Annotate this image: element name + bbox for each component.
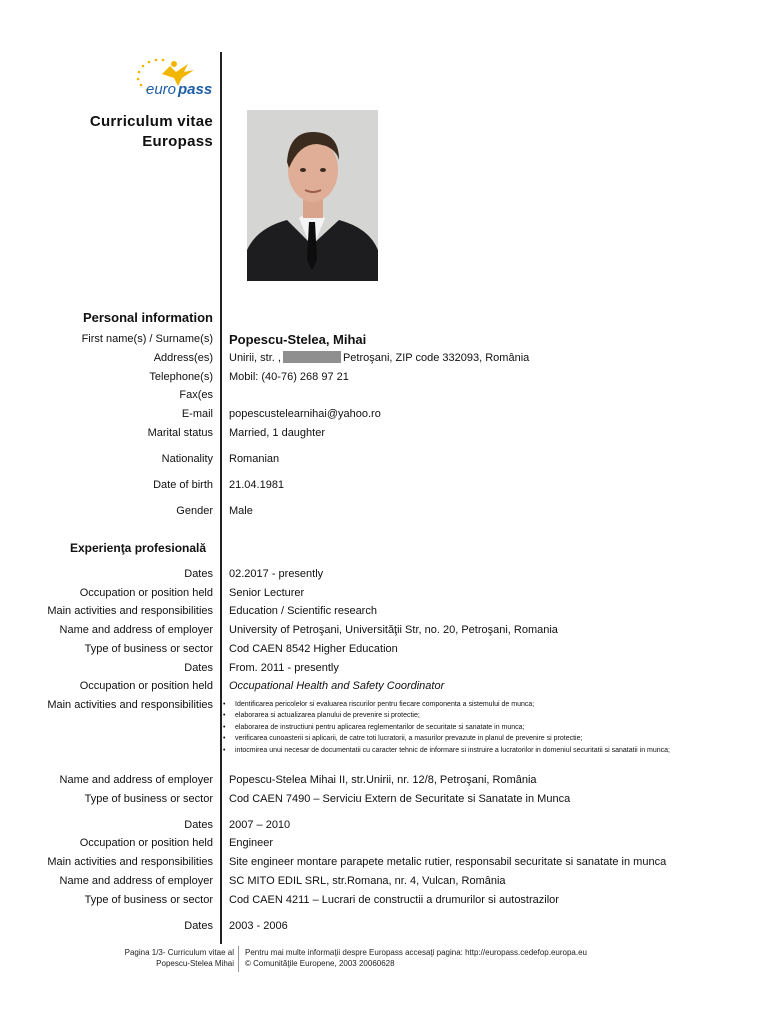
europass-logo: [132, 52, 218, 102]
svg-text:euro: euro: [146, 81, 177, 98]
job3-row-sector: [0, 891, 770, 910]
row-telephone: [0, 368, 770, 387]
list-item: • elaborarea si actualizarea planului de prevenire si protectie;: [223, 712, 420, 720]
cv-title: [90, 112, 213, 152]
job3-row-occupation: [0, 834, 770, 853]
address-street: Unirii, str. ,: [229, 352, 281, 364]
label-date-of-birth: Date of birth: [153, 479, 213, 491]
list-item: • verificarea cunoasterii si aplicarii, de catre toti lucratorii, a masurilor prevazute in planul de prevenire si protectie;: [223, 735, 583, 743]
value-dates: 2007 – 2010: [229, 819, 291, 831]
cv-title-line1: Curriculum vitae: [89, 113, 213, 130]
value-occupation: Engineer: [229, 837, 274, 849]
job2-row-employer: [0, 771, 770, 790]
label-dates: Dates: [184, 568, 213, 580]
value-sector: Cod CAEN 4211 – Lucrari de constructii a drumurilor si autostrazilor: [229, 894, 559, 906]
label-occupation: Occupation or position held: [79, 587, 213, 599]
value-email[interactable]: popescustelearnihai@yahoo.ro: [229, 408, 381, 420]
row-nationality: [0, 450, 770, 469]
value-nationality: Romanian: [229, 453, 280, 465]
value-gender: Male: [229, 505, 253, 517]
footer-info-line2: © Comunităţile Europene, 2003 20060628: [245, 959, 395, 968]
value-sector: Cod CAEN 8542 Higher Education: [229, 643, 398, 655]
job3-row-dates: [0, 816, 770, 835]
value-employer: University of Petroşani, Universităţii Str, no. 20, Petroşani, Romania: [229, 624, 558, 636]
footer-divider: [238, 946, 239, 972]
value-employer: SC MITO EDIL SRL, str.Romana, nr. 4, Vulcan, România: [229, 875, 506, 887]
label-sector: Type of business or sector: [84, 894, 213, 906]
value-date-of-birth: 21.04.1981: [229, 479, 285, 491]
value-activities: Site engineer montare parapete metalic rutier, responsabil securitate si sanatate in munca: [229, 856, 667, 868]
footer-page-line1: Pagina 1/3- Curriculum vitae al: [124, 948, 234, 957]
footer-page-line2: Popescu-Stelea Mihai: [156, 959, 234, 968]
value-dates: 02.2017 - presently: [229, 568, 324, 580]
label-sector: Type of business or sector: [84, 643, 213, 655]
row-email: [0, 405, 770, 424]
value-activities: Education / Scientific research: [229, 605, 377, 617]
section-personal-information: Personal information: [82, 310, 213, 325]
label-employer: Name and address of employer: [59, 875, 213, 887]
value-sector: Cod CAEN 7490 – Serviciu Extern de Securitate si Sanatate in Munca: [229, 793, 571, 805]
footer-info-line1[interactable]: Pentru mai multe informaţii despre Europass accesaţi pagina: http://europass.cedefop.europa.eu: [245, 948, 587, 957]
value-occupation: Senior Lecturer: [229, 587, 305, 599]
label-activities: Main activities and responsibilities: [47, 699, 213, 711]
job1-row-dates: [0, 565, 770, 584]
job2-row-sector: [0, 790, 770, 809]
label-dates: Dates: [184, 920, 213, 932]
row-fax: [0, 386, 770, 405]
label-name: First name(s) / Surname(s): [81, 333, 213, 345]
label-fax: Fax(es: [179, 389, 213, 401]
row-date-of-birth: [0, 476, 770, 495]
label-gender: Gender: [176, 505, 213, 517]
job1-row-sector: [0, 640, 770, 659]
row-gender: [0, 502, 770, 521]
label-marital-status: Marital status: [147, 427, 213, 439]
job2-row-dates: [0, 659, 770, 678]
address-city: Petroşani, ZIP code 332093, România: [342, 352, 530, 364]
footer-europass-info: [245, 947, 587, 969]
value-occupation: Occupational Health and Safety Coordinator: [229, 680, 445, 692]
job1-row-employer: [0, 621, 770, 640]
label-address: Address(es): [153, 352, 213, 364]
section-experience: Experienţa profesională: [70, 541, 207, 555]
redacted-block: [283, 351, 341, 363]
row-name: [0, 330, 770, 349]
job3-row-activities: [0, 853, 770, 872]
label-telephone: Telephone(s): [149, 371, 213, 383]
job4-row-dates: [0, 917, 770, 936]
value-dates: 2003 - 2006: [229, 920, 288, 932]
label-sector: Type of business or sector: [84, 793, 213, 805]
label-activities: Main activities and responsibilities: [47, 856, 213, 868]
label-dates: Dates: [184, 662, 213, 674]
label-email: E-mail: [181, 408, 213, 420]
job2-row-occupation: [0, 677, 770, 696]
job1-row-occupation: [0, 584, 770, 603]
label-employer: Name and address of employer: [59, 774, 213, 786]
value-address: [229, 349, 529, 368]
row-address: [0, 349, 770, 368]
svg-text:pass: pass: [178, 81, 213, 98]
list-item: • intocmirea unui necesar de documentatii cu caracter tehnic de informare si instruire a lucratorilor in domeniul securitatii si sanatatii in munca;: [223, 746, 670, 754]
vertical-divider: [220, 52, 222, 944]
value-employer: Popescu-Stelea Mihai II, str.Unirii, nr. 12/8, Petroşani, România: [229, 774, 537, 786]
label-activities: Main activities and responsibilities: [47, 605, 213, 617]
job3-row-employer: [0, 872, 770, 891]
value-telephone: Mobil: (40-76) 268 97 21: [229, 371, 349, 383]
value-dates: From. 2011 - presently: [229, 662, 339, 674]
label-occupation: Occupation or position held: [79, 680, 213, 692]
list-item: • elaborarea de instructiuni pentru aplicarea reglementarilor de securitate si sanatate in munca;: [223, 723, 525, 731]
label-dates: Dates: [184, 819, 213, 831]
job2-activities-list: [222, 699, 722, 756]
value-marital-status: Married, 1 daughter: [229, 427, 325, 439]
value-name: Popescu-Stelea, Mihai: [229, 332, 367, 347]
footer-page-info: [125, 947, 234, 969]
job1-row-activities: [0, 602, 770, 621]
profile-photo: [247, 110, 378, 281]
cv-title-line2: Europass: [142, 133, 213, 150]
list-item: • Identificarea pericolelor si evaluarea riscurilor pentru fiecare componenta a sistemului de munca;: [223, 701, 535, 708]
label-employer: Name and address of employer: [59, 624, 213, 636]
label-occupation: Occupation or position held: [79, 837, 213, 849]
row-marital-status: [0, 424, 770, 443]
label-nationality: Nationality: [161, 453, 213, 465]
